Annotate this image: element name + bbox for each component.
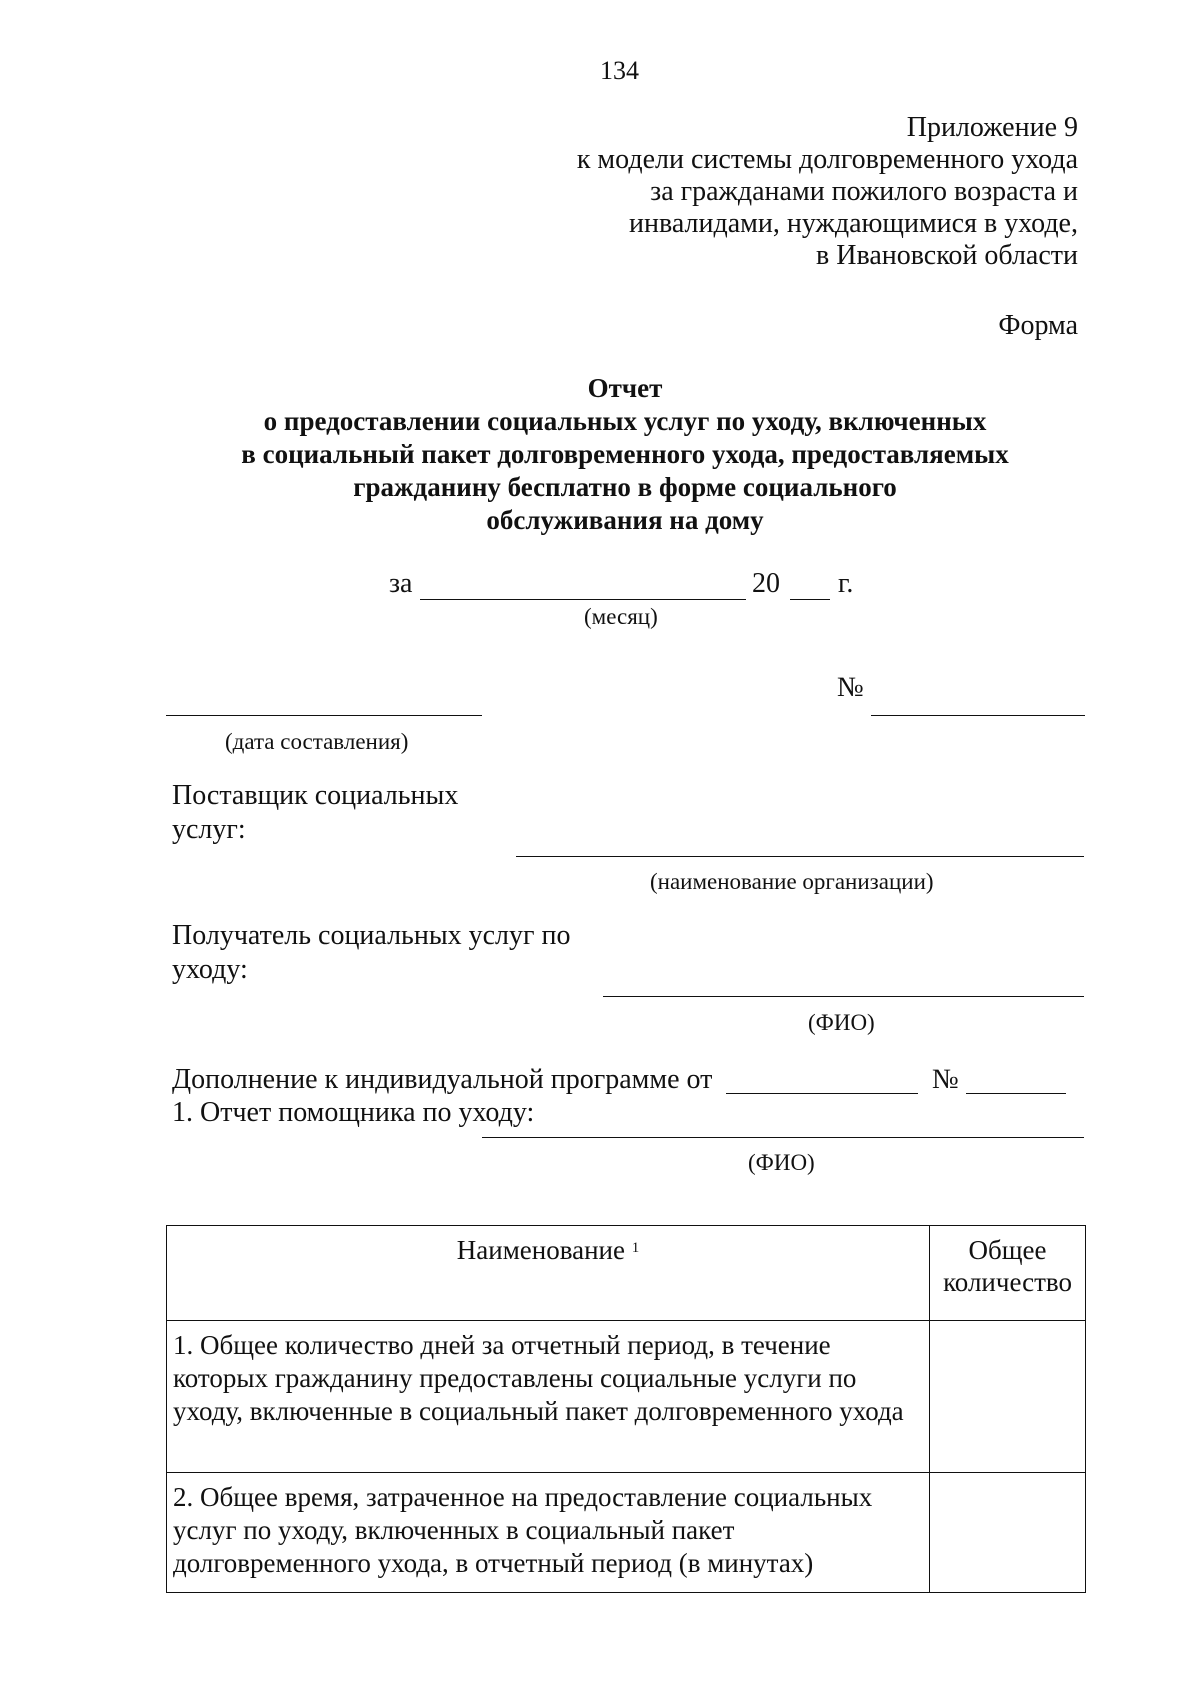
appendix-line: за гражданами пожилого возраста и [650, 176, 1078, 207]
supplement-label: Дополнение к индивидуальной программе от [172, 1064, 713, 1095]
table-header-row [167, 1226, 1086, 1321]
row-total-cell[interactable] [930, 1321, 1086, 1473]
assistant-caption: (ФИО) [748, 1150, 815, 1175]
appendix-line: в Ивановской области [816, 240, 1078, 271]
recipient-label-cont: уходу: [172, 954, 248, 985]
doc-number-input-line[interactable] [871, 715, 1085, 716]
table-row [167, 1321, 1086, 1473]
recipient-label: Получатель социальных услуг по [172, 920, 571, 951]
supplement-number-input-line[interactable] [966, 1093, 1066, 1094]
period-suffix: г. [838, 568, 854, 599]
page-number: 134 [600, 56, 639, 85]
doc-number-sign: № [837, 672, 864, 703]
title-line: о предоставлении социальных услуг по уходу, включенных [263, 406, 987, 436]
title-line: в социальный пакет долговременного ухода, предоставляемых [241, 439, 1009, 469]
row-name-cell: 1. Общее количество дней за отчетный период, в течение которых гражданину предоставлены социальные услуги по уходу, включенные в социальный пакет долговременного ухода [167, 1321, 930, 1473]
header-total-line: количество [943, 1267, 1072, 1297]
date-caption: (дата составления) [225, 729, 409, 754]
period-year-prefix: 20 [752, 568, 780, 599]
row-name-cell: 2. Общее время, затраченное на предоставление социальных услуг по уходу, включенных в социальный пакет долговременного ухода, в отчетный период (в минутах) [167, 1473, 930, 1593]
recipient-input-line[interactable] [603, 996, 1084, 997]
header-total-line: Общее [968, 1235, 1047, 1265]
title-line: обслуживания на дому [486, 505, 764, 535]
form-label: Форма [998, 310, 1078, 341]
month-caption: (месяц) [584, 604, 658, 629]
report-title [0, 372, 1200, 537]
assistant-input-line[interactable] [482, 1137, 1084, 1138]
date-input-line[interactable] [166, 715, 482, 716]
provider-input-line[interactable] [516, 856, 1084, 857]
appendix-line: Приложение 9 [906, 112, 1078, 143]
appendix-block [577, 112, 1078, 272]
title-line: Отчет [587, 373, 663, 403]
year-input-line[interactable] [790, 599, 830, 600]
assistant-label: 1. Отчет помощника по уходу: [172, 1097, 535, 1128]
header-total-cell [930, 1226, 1086, 1321]
provider-label-cont: услуг: [172, 814, 246, 845]
appendix-line: к модели системы долговременного ухода [576, 144, 1078, 175]
header-footnote-mark: 1 [631, 1240, 640, 1256]
recipient-caption: (ФИО) [808, 1010, 875, 1035]
row-total-cell[interactable] [930, 1473, 1086, 1593]
appendix-line: инвалидами, нуждающимися в уходе, [629, 208, 1078, 239]
period-prefix: за [389, 568, 413, 599]
table-row [167, 1473, 1086, 1593]
header-name-cell [167, 1226, 930, 1321]
supplement-number-sign: № [932, 1064, 959, 1095]
month-input-line[interactable] [420, 599, 746, 600]
provider-label: Поставщик социальных [172, 780, 459, 811]
title-line: гражданину бесплатно в форме социального [353, 472, 897, 502]
supplement-date-input-line[interactable] [726, 1093, 918, 1094]
provider-caption: (наименование организации) [650, 869, 934, 894]
report-table [166, 1225, 1086, 1593]
header-name: Наименование [456, 1235, 625, 1265]
